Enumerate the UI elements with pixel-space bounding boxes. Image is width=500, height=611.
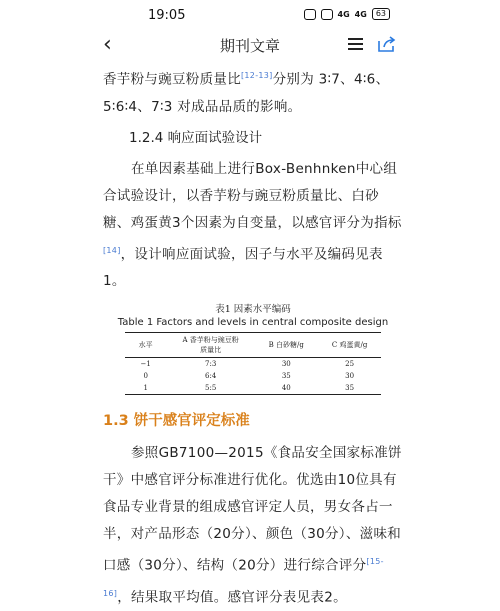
table-cell: 25: [345, 360, 355, 368]
factor-level-table: [125, 332, 382, 395]
table-caption-en: Table 1 Factors and levels in central composite design: [117, 317, 389, 328]
table-cell: 6:4: [205, 372, 217, 380]
citation-link[interactable]: [15-16]: [103, 557, 384, 598]
table-cell: 30: [281, 360, 291, 368]
citation-link[interactable]: [14]: [103, 245, 121, 255]
table-cell: 40: [255, 382, 318, 395]
table-header-row: [125, 333, 382, 358]
app-notification-icon: [321, 9, 333, 20]
table-cell: 35: [281, 372, 291, 380]
status-time: 19:05: [148, 8, 186, 23]
section-heading-1-3: 1.3 饼干感官评定标准: [103, 413, 250, 429]
battery-icon: 63: [372, 8, 390, 20]
alarm-icon: [304, 9, 316, 20]
citation-link[interactable]: [12-13]: [241, 71, 273, 80]
table-cell: 7:3: [205, 360, 217, 368]
paragraph-3: 参照GB7100—2015《食品安全国家标准饼干》中感官评分标准进行优化。优选由10位具有食品专业背景的组成感官评定人员，男女各占一半，对产品形态（20分）、颜色（30分）、滋味和口感（30分）、结构（20分）进行综合评分[15-16]，结果取平均值。感官评分表见表2。: [103, 445, 402, 605]
back-chevron-icon[interactable]: ‹: [103, 32, 112, 57]
share-icon[interactable]: [377, 35, 397, 57]
page-title: 期刊文章: [219, 37, 280, 55]
paragraph-1: 香芋粉与豌豆粉质量比[12-13]分别为 3∶7、4∶6、5∶6∶4、7∶3 对成品品质的影响。: [103, 71, 390, 115]
status-bar: [0, 0, 500, 30]
table-caption-cn: 表1 因素水平编码: [215, 304, 291, 315]
table-cell: 35: [318, 382, 381, 395]
nav-bar: [0, 30, 500, 62]
table-header: C 鸡蛋黄/g: [318, 333, 381, 358]
table-row: [125, 382, 382, 395]
table-cell: −1: [140, 360, 151, 368]
paragraph-2: 在单因素基础上进行Box-Benhnken中心组合试验设计，以香芋粉与豌豆粉质量比、白砂糖、鸡蛋黄3个因素为自变量，以感官评分为指标[14]，设计响应面试验，因子与水平及编码见表1。: [103, 160, 402, 289]
table-row: [125, 358, 382, 371]
table-cell: 0: [143, 372, 148, 380]
table-header: A 香芋粉与豌豆粉质量比: [167, 333, 255, 358]
status-icons: [304, 8, 390, 20]
table-cell: 30: [345, 372, 355, 380]
table-cell: 5:5: [167, 382, 255, 395]
signal-1-icon: 4G: [337, 9, 350, 19]
signal-2-icon: 4G: [354, 9, 367, 19]
menu-icon[interactable]: [348, 38, 363, 50]
table-row: [125, 370, 382, 382]
table-header: 水平: [125, 333, 167, 358]
section-heading-1-2-4: 1.2.4 响应面试验设计: [129, 129, 263, 146]
table-cell: 1: [125, 382, 167, 395]
article-content: [103, 62, 403, 611]
table-header: B 白砂糖/g: [255, 333, 318, 358]
